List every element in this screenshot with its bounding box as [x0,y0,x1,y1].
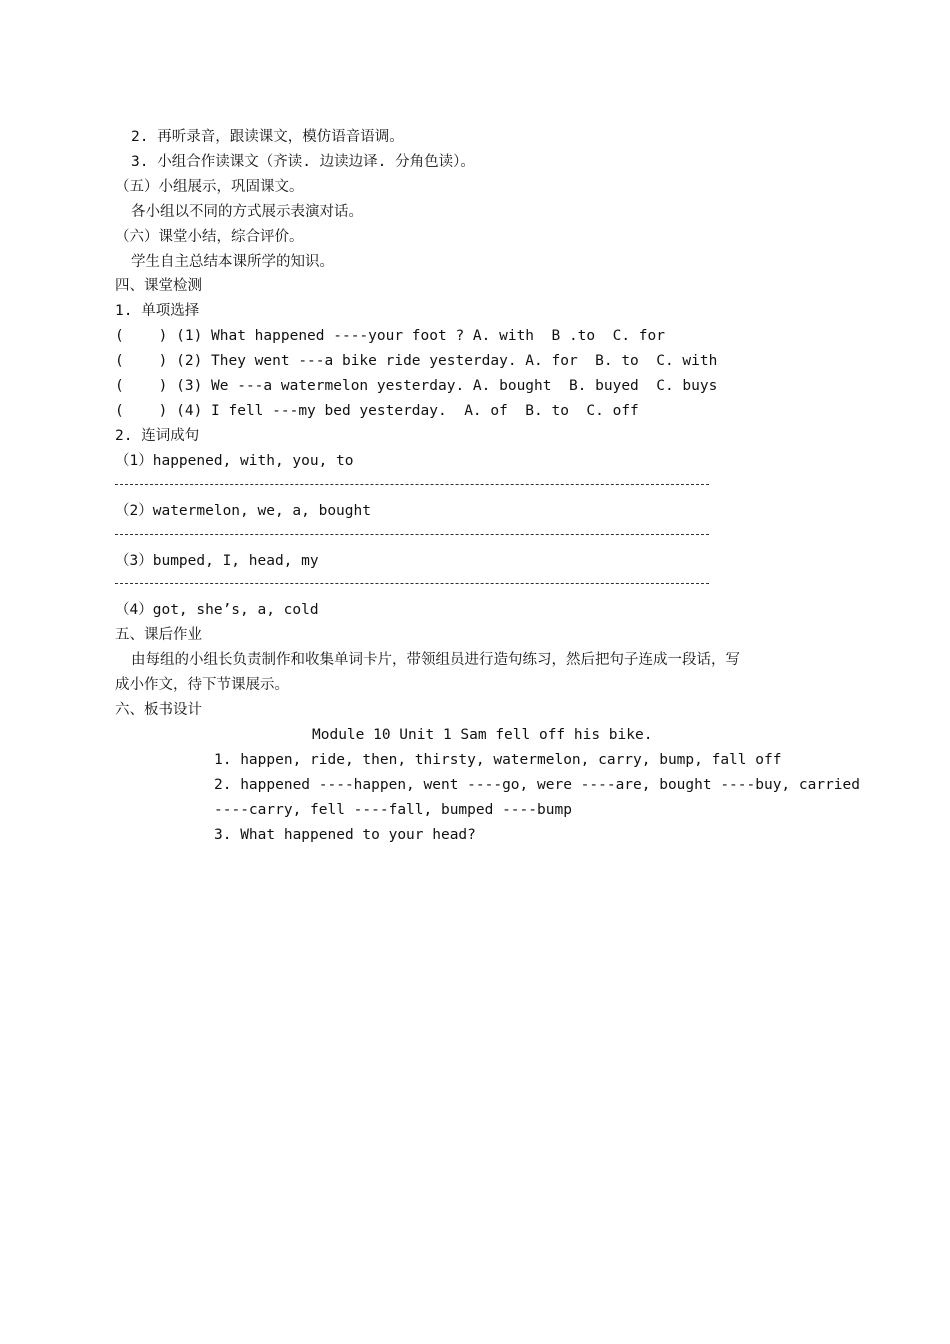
answer-line-1 [115,484,709,485]
answer-line-3 [115,583,709,584]
board-question-line: 3. What happened to your head? [214,827,476,843]
step-2-line: 2. 再听录音，跟读课文，模仿语音语调。 [131,129,404,145]
choice-question-4: ( ) (4) I fell ---my bed yesterday. A. of B. to C. off [115,403,639,419]
homework-heading: 五、课后作业 [115,627,202,643]
sentence-item-1: （1）happened, with, you, to [115,453,354,469]
sentence-item-2: （2）watermelon, we, a, bought [115,503,371,519]
section-6-heading: （六）课堂小结，综合评价。 [115,229,304,245]
section-6-body: 学生自主总结本课所学的知识。 [131,254,334,270]
choice-question-2: ( ) (2) They went ---a bike ride yesterday. A. for B. to C. with [115,353,718,369]
step-3-line: 3. 小组合作读课文（齐读. 边读边译. 分角色读）。 [131,154,475,170]
board-module-title: Module 10 Unit 1 Sam fell off his bike. [312,727,653,743]
board-past-tense-line-1: 2. happened ----happen, went ----go, were ----are, bought ----buy, carried [214,777,861,793]
answer-line-2 [115,534,709,535]
board-vocab-line: 1. happen, ride, then, thirsty, watermelon, carry, bump, fall off [214,752,782,768]
section-5-body: 各小组以不同的方式展示表演对话。 [131,204,363,220]
section-5-heading: （五）小组展示，巩固课文。 [115,179,304,195]
board-design-heading: 六、板书设计 [115,702,202,718]
part-4-heading: 四、课堂检测 [115,278,202,294]
homework-body-line-1: 由每组的小组长负责制作和收集单词卡片，带领组员进行造句练习，然后把句子连成一段话，写 [131,652,740,668]
sentence-item-3: （3）bumped, I, head, my [115,553,319,569]
choice-question-1: ( ) (1) What happened ----your foot ? A. with B .to C. for [115,328,665,344]
homework-body-line-2: 成小作文，待下节课展示。 [115,677,289,693]
sentence-building-title: 2. 连词成句 [115,428,200,444]
multiple-choice-title: 1. 单项选择 [115,303,200,319]
board-past-tense-line-2: ----carry, fell ----fall, bumped ----bump [214,802,572,818]
choice-question-3: ( ) (3) We ---a watermelon yesterday. A. bought B. buyed C. buys [115,378,718,394]
sentence-item-4: （4）got, she’s, a, cold [115,602,319,618]
